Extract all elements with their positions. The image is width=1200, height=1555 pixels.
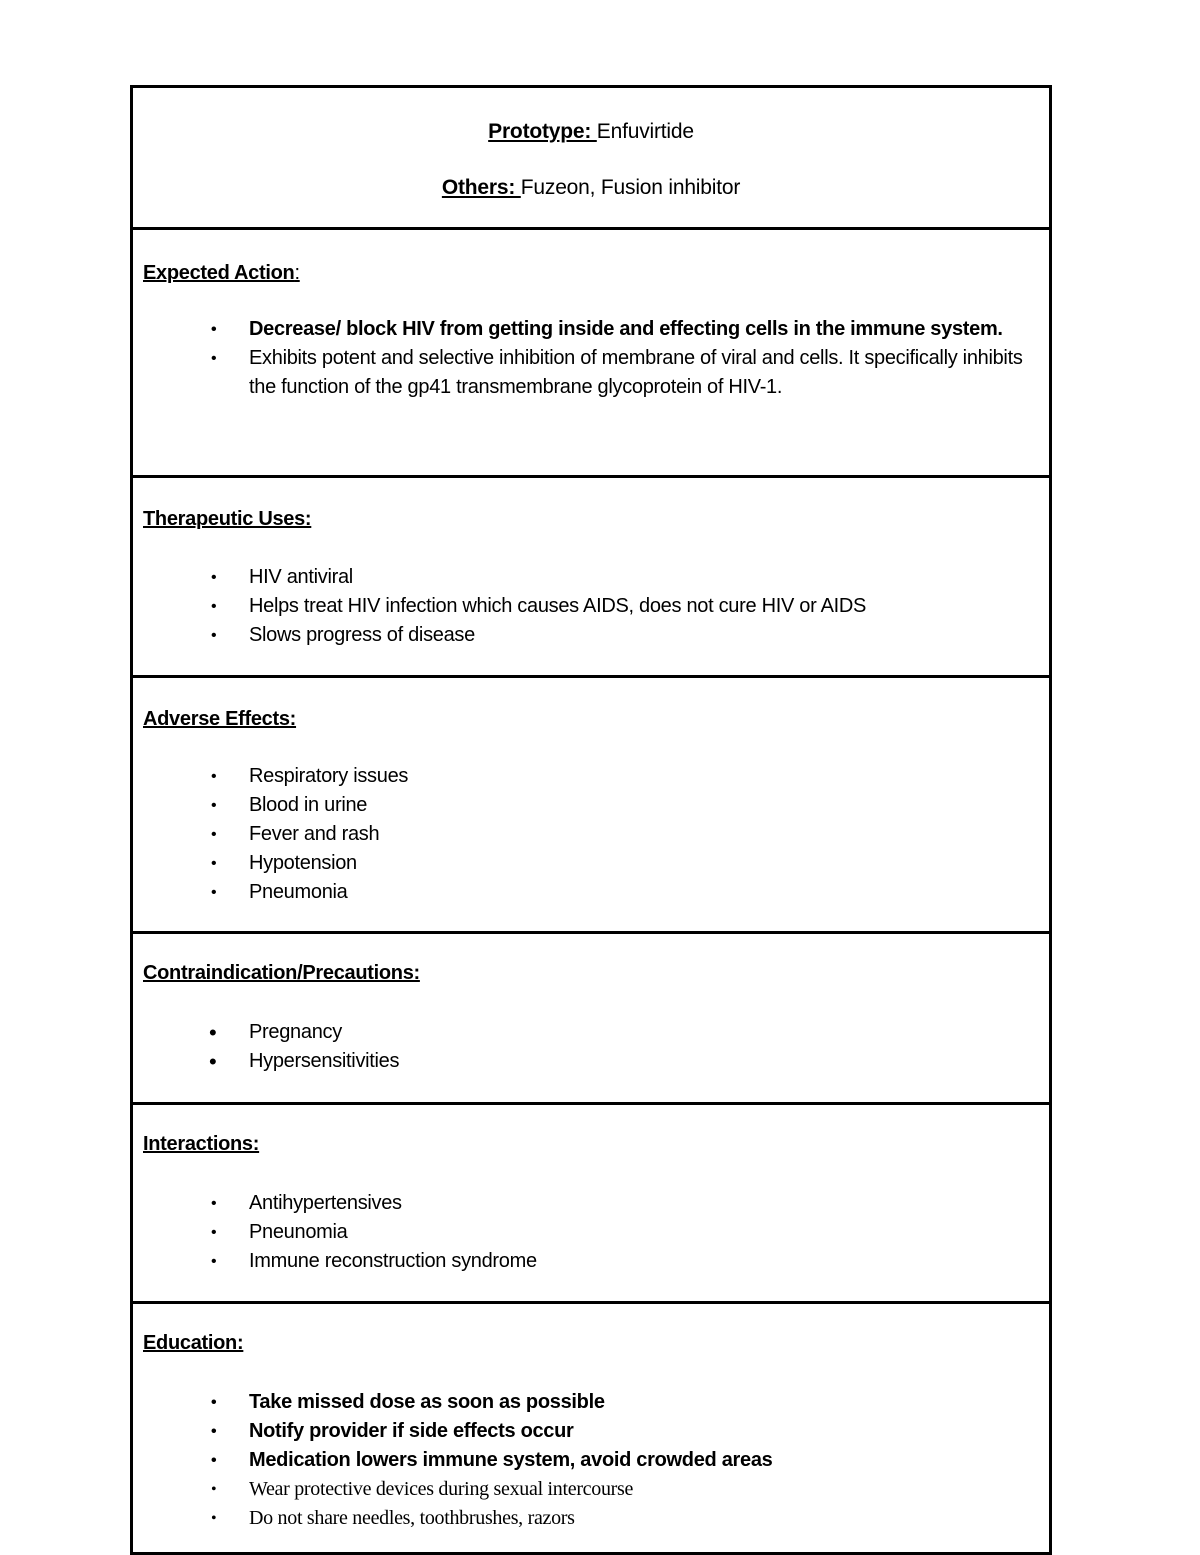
list-item: • Hypersensitivities bbox=[209, 1049, 400, 1074]
list-item: • Exhibits potent and selective inhibition of membrane of viral and cells. It specifically inhibits the function of the gp41 transmembrane glycoprotein of HIV-1. bbox=[133, 344, 1049, 402]
bullet-icon: • bbox=[211, 569, 217, 586]
list-item: • Take missed dose as soon as possible bbox=[133, 1388, 1049, 1417]
bullet-icon: • bbox=[211, 797, 217, 814]
section-heading: Contraindication/Precautions: bbox=[143, 962, 420, 984]
adverse-effects-list bbox=[133, 762, 1049, 907]
bullet-icon: • bbox=[211, 1510, 217, 1527]
therapeutic-uses-section bbox=[133, 475, 1049, 675]
list-item: • Fever and rash bbox=[133, 820, 1049, 849]
section-heading: Expected Action: bbox=[143, 262, 300, 284]
section-heading: Adverse Effects: bbox=[143, 708, 297, 730]
list-item: • Notify provider if side effects occur bbox=[133, 1417, 1049, 1446]
bullet-icon: • bbox=[211, 1452, 217, 1469]
list-item: • Medication lowers immune system, avoid crowded areas bbox=[133, 1446, 1049, 1475]
list-item: • Decrease/ block HIV from getting inside and effecting cells in the immune system. bbox=[133, 315, 1049, 344]
bullet-icon: • bbox=[211, 1195, 217, 1212]
bullet-icon: • bbox=[211, 1481, 217, 1498]
expected-action-section bbox=[133, 227, 1049, 475]
bullet-icon: • bbox=[209, 1020, 217, 1045]
contraindications-list bbox=[133, 1018, 1049, 1076]
bullet-icon: • bbox=[211, 1253, 217, 1270]
list-item: • Wear protective devices during sexual intercourse bbox=[133, 1475, 1049, 1504]
section-heading: Therapeutic Uses: bbox=[143, 508, 312, 530]
list-item: • Antihypertensives bbox=[133, 1189, 1049, 1218]
list-item: • Immune reconstruction syndrome bbox=[133, 1247, 1049, 1276]
list-item: • Pregnancy bbox=[209, 1020, 342, 1045]
bullet-icon: • bbox=[209, 1049, 217, 1074]
interactions-section bbox=[133, 1102, 1049, 1301]
bullet-icon: • bbox=[211, 627, 217, 644]
bullet-icon: • bbox=[211, 321, 217, 338]
list-item: • Respiratory issues bbox=[133, 762, 1049, 791]
education-section bbox=[133, 1301, 1049, 1552]
bullet-icon: • bbox=[211, 1394, 217, 1411]
therapeutic-uses-list bbox=[133, 563, 1049, 650]
others-line bbox=[133, 176, 1049, 200]
adverse-effects-section bbox=[133, 675, 1049, 931]
contraindications-section bbox=[133, 931, 1049, 1102]
drug-header-section bbox=[133, 88, 1049, 227]
bullet-icon: • bbox=[211, 1423, 217, 1440]
list-item: • Do not share needles, toothbrushes, razors bbox=[133, 1504, 1049, 1533]
prototype-line bbox=[133, 120, 1049, 144]
list-item: • Blood in urine bbox=[133, 791, 1049, 820]
section-heading: Education: bbox=[143, 1332, 244, 1354]
bullet-icon: • bbox=[211, 855, 217, 872]
list-item: • Pneumonia bbox=[133, 878, 1049, 907]
section-heading: Interactions: bbox=[143, 1133, 260, 1155]
bullet-icon: • bbox=[211, 1224, 217, 1241]
list-item: • Pneunomia bbox=[133, 1218, 1049, 1247]
others-label: Others: bbox=[441, 176, 521, 199]
bullet-icon: • bbox=[211, 884, 217, 901]
bullet-icon: • bbox=[211, 350, 217, 367]
interactions-list bbox=[133, 1189, 1049, 1276]
prototype-value: Enfuvirtide bbox=[596, 120, 694, 143]
list-item: • Helps treat HIV infection which causes AIDS, does not cure HIV or AIDS bbox=[133, 592, 1049, 621]
list-item: • Hypotension bbox=[133, 849, 1049, 878]
bullet-icon: • bbox=[211, 768, 217, 785]
education-list bbox=[133, 1388, 1049, 1533]
bullet-icon: • bbox=[211, 826, 217, 843]
list-item: • HIV antiviral bbox=[133, 563, 1049, 592]
expected-action-list bbox=[133, 315, 1049, 402]
bullet-icon: • bbox=[211, 598, 217, 615]
prototype-label: Prototype: bbox=[488, 120, 597, 143]
drug-card bbox=[130, 85, 1052, 1555]
others-value: Fuzeon, Fusion inhibitor bbox=[520, 176, 741, 199]
list-item: • Slows progress of disease bbox=[133, 621, 1049, 650]
